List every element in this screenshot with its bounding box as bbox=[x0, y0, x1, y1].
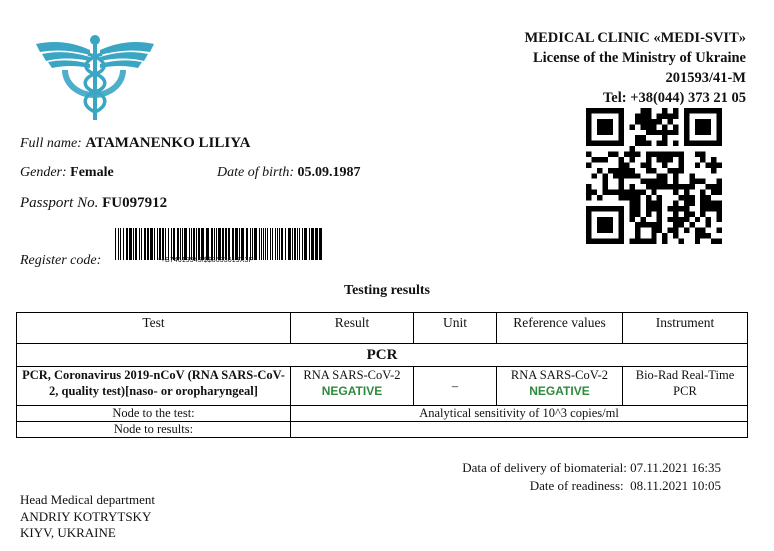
results-header-row bbox=[17, 313, 748, 344]
gender-label: Gender: bbox=[20, 165, 67, 180]
dob-row bbox=[217, 165, 361, 181]
clinic-header bbox=[524, 28, 746, 108]
result-negative-badge: NEGATIVE bbox=[321, 384, 383, 398]
header-test: Test bbox=[17, 313, 291, 344]
unit-cell: – bbox=[414, 367, 497, 406]
header-result: Result bbox=[291, 313, 414, 344]
dob-label: Date of birth: bbox=[217, 165, 294, 180]
passport-row bbox=[20, 195, 167, 212]
node-results-value bbox=[291, 422, 748, 438]
clinic-license: License of the Ministry of Ukraine bbox=[532, 50, 746, 66]
signature-role: Head Medical department bbox=[20, 492, 155, 507]
gender-row bbox=[20, 165, 114, 181]
results-title: Testing results bbox=[344, 283, 430, 298]
register-code-value: *+B74619545/$$8633619X3P* bbox=[158, 257, 257, 264]
reference-negative-badge: NEGATIVE bbox=[529, 384, 590, 398]
reference-line: RNA SARS-CoV-2 bbox=[510, 368, 609, 382]
full-name-label: Full name: bbox=[20, 136, 82, 151]
register-code-row bbox=[20, 253, 101, 269]
passport-label: Passport No. bbox=[20, 195, 99, 211]
test-name: PCR, Coronavirus 2019-nCoV (RNA SARS-CoV-2, quality test)[naso- or oropharyngeal] bbox=[17, 367, 291, 406]
instrument-cell: Bio-Rad Real-Time PCR bbox=[623, 367, 748, 406]
node-test-row bbox=[17, 406, 748, 422]
delivery-date: Data of delivery of biomaterial: 07.11.2021 16:35 bbox=[462, 460, 721, 475]
node-results-label: Node to results: bbox=[17, 422, 291, 438]
register-code-label: Register code: bbox=[20, 253, 102, 268]
group-title: PCR bbox=[17, 344, 748, 367]
full-name-row bbox=[20, 135, 251, 152]
result-line: RNA SARS-CoV-2 bbox=[303, 368, 401, 382]
passport-value: FU097912 bbox=[102, 195, 168, 211]
dob-value: 05.09.1987 bbox=[297, 165, 361, 180]
header-instrument: Instrument bbox=[623, 313, 748, 344]
result-cell bbox=[291, 367, 414, 406]
node-test-value: Analytical sensitivity of 10^3 copies/ml bbox=[291, 406, 748, 422]
table-row bbox=[17, 367, 748, 406]
node-results-row bbox=[17, 422, 748, 438]
full-name-value: ATAMANENKO LILIYA bbox=[85, 135, 251, 151]
signature-city: KIYV, UKRAINE bbox=[20, 525, 116, 540]
signature-name: ANDRIY KOTRYTSKY bbox=[20, 508, 152, 524]
header-reference: Reference values bbox=[497, 313, 623, 344]
signature-block bbox=[20, 492, 155, 542]
clinic-license-number: 201593/41-M bbox=[665, 70, 746, 86]
caduceus-logo-icon bbox=[34, 28, 156, 122]
qr-code bbox=[586, 108, 722, 244]
header-unit: Unit bbox=[414, 313, 497, 344]
node-test-label: Node to the test: bbox=[17, 406, 291, 422]
gender-value: Female bbox=[70, 165, 114, 180]
results-table bbox=[16, 312, 748, 438]
clinic-phone: Tel: +38(044) 373 21 05 bbox=[602, 90, 746, 106]
clinic-name: MEDICAL CLINIC «MEDI-SVIT» bbox=[524, 30, 746, 46]
readiness-date: Date of readiness: 08.11.2021 10:05 bbox=[529, 478, 721, 493]
barcode bbox=[115, 228, 323, 260]
reference-cell bbox=[497, 367, 623, 406]
dates-block bbox=[462, 459, 721, 495]
